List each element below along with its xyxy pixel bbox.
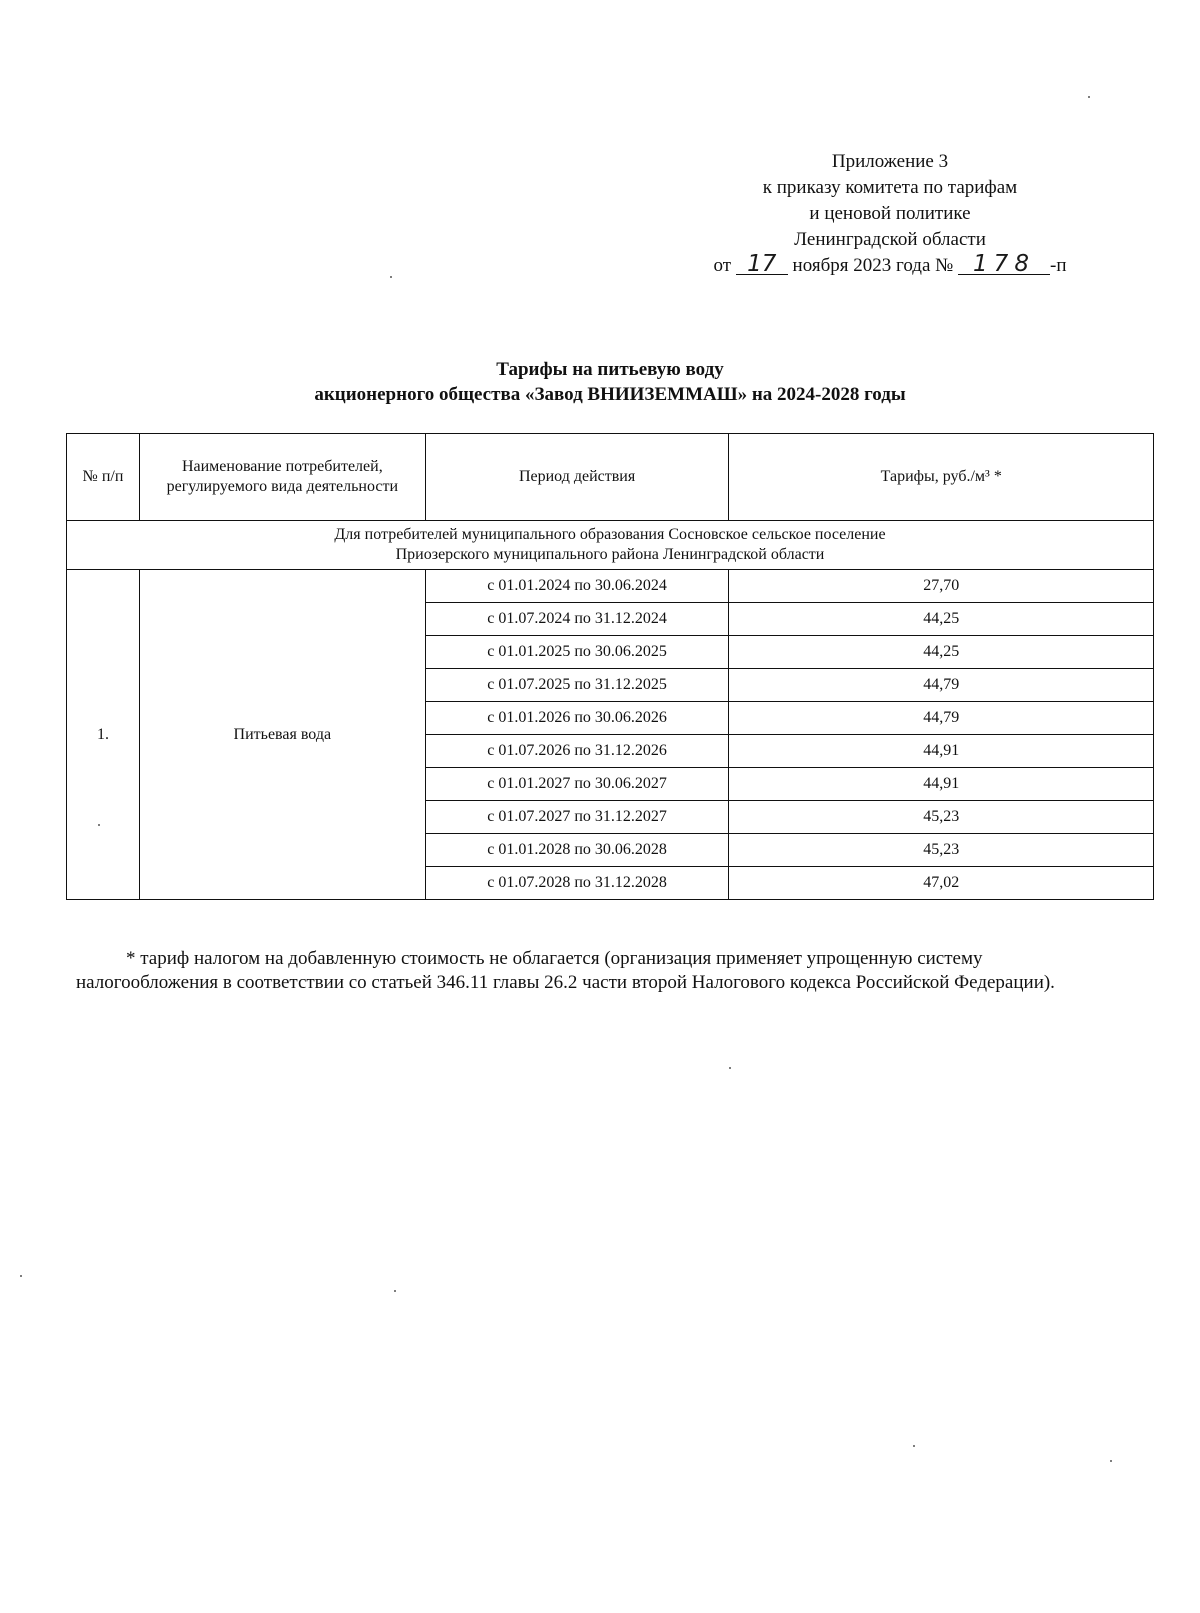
appendix-header — [690, 149, 1090, 279]
footnote — [76, 947, 1146, 995]
period-cell: с 01.07.2025 по 31.12.2025 — [425, 669, 729, 702]
tariff-value-cell: 44,91 — [729, 735, 1154, 768]
period-cell: с 01.07.2028 по 31.12.2028 — [425, 867, 729, 900]
period-cell: с 01.01.2028 по 30.06.2028 — [425, 834, 729, 867]
number-suffix: -п — [1050, 255, 1067, 276]
period-cell: с 01.07.2026 по 31.12.2026 — [425, 735, 729, 768]
tariff-value-cell: 44,25 — [729, 636, 1154, 669]
tariff-table — [66, 433, 1154, 900]
header-period: Период действия — [425, 434, 729, 521]
scan-speck — [1088, 96, 1090, 98]
period-cell: с 01.07.2027 по 31.12.2027 — [425, 801, 729, 834]
appendix-order-line: к приказу комитета по тарифам — [762, 177, 1018, 198]
scan-speck — [98, 824, 100, 826]
group-row — [67, 521, 1154, 570]
appendix-policy-line: и ценовой политике — [809, 203, 971, 224]
period-cell: с 01.07.2024 по 31.12.2024 — [425, 603, 729, 636]
tariff-value-cell: 44,79 — [729, 669, 1154, 702]
title-line-2: акционерного общества «Завод ВНИИЗЕММАШ» на 2024-2028 годы — [314, 384, 906, 405]
header-name: Наименование потребителей, регулируемого вида деятельности — [139, 434, 425, 521]
period-cell: с 01.01.2024 по 30.06.2024 — [425, 570, 729, 603]
tariff-value-cell: 45,23 — [729, 834, 1154, 867]
scan-speck — [20, 1275, 22, 1277]
period-cell: с 01.01.2027 по 30.06.2027 — [425, 768, 729, 801]
handwritten-day: 17 — [736, 254, 788, 275]
tariff-value-cell: 44,25 — [729, 603, 1154, 636]
tariff-value-cell: 44,79 — [729, 702, 1154, 735]
month-year-label: ноября 2023 года № — [792, 255, 954, 276]
period-cell: с 01.01.2025 по 30.06.2025 — [425, 636, 729, 669]
scan-speck — [390, 276, 392, 278]
row-name-cell: Питьевая вода — [139, 570, 425, 900]
group-line-1: Для потребителей муниципального образования Сосновское сельское поселение — [334, 526, 886, 543]
appendix-region-line: Ленинградской области — [794, 229, 986, 250]
table-row — [67, 570, 1154, 603]
appendix-title: Приложение 3 — [831, 151, 949, 172]
tariff-value-cell: 44,91 — [729, 768, 1154, 801]
row-number-cell: 1. — [67, 570, 140, 900]
header-number: № п/п — [67, 434, 140, 521]
scan-speck — [729, 1067, 731, 1069]
footnote-line-1: * тариф налогом на добавленную стоимость не облагается (организация применяет упрощенную систему — [126, 948, 983, 969]
scan-speck — [1110, 1460, 1112, 1462]
scan-speck — [913, 1445, 915, 1447]
handwritten-order-number: 178 — [958, 254, 1050, 275]
title-line-1: Тарифы на питьевую воду — [496, 359, 724, 380]
scan-speck — [394, 1290, 396, 1292]
tariff-value-cell: 27,70 — [729, 570, 1154, 603]
document-title — [60, 357, 1160, 407]
appendix-date-number-line — [690, 253, 1090, 279]
footnote-rest: налогообложения в соответствии со статьей 346.11 главы 26.2 части второй Налогового кодекса Российской Федерации). — [76, 972, 1055, 993]
from-label: от — [713, 255, 732, 276]
header-tariff: Тарифы, руб./м³ * — [729, 434, 1154, 521]
tariff-value-cell: 45,23 — [729, 801, 1154, 834]
group-cell — [67, 521, 1154, 570]
table-header-row — [67, 434, 1154, 521]
tariff-value-cell: 47,02 — [729, 867, 1154, 900]
group-line-2: Приозерского муниципального района Ленинградской области — [395, 546, 825, 563]
period-cell: с 01.01.2026 по 30.06.2026 — [425, 702, 729, 735]
